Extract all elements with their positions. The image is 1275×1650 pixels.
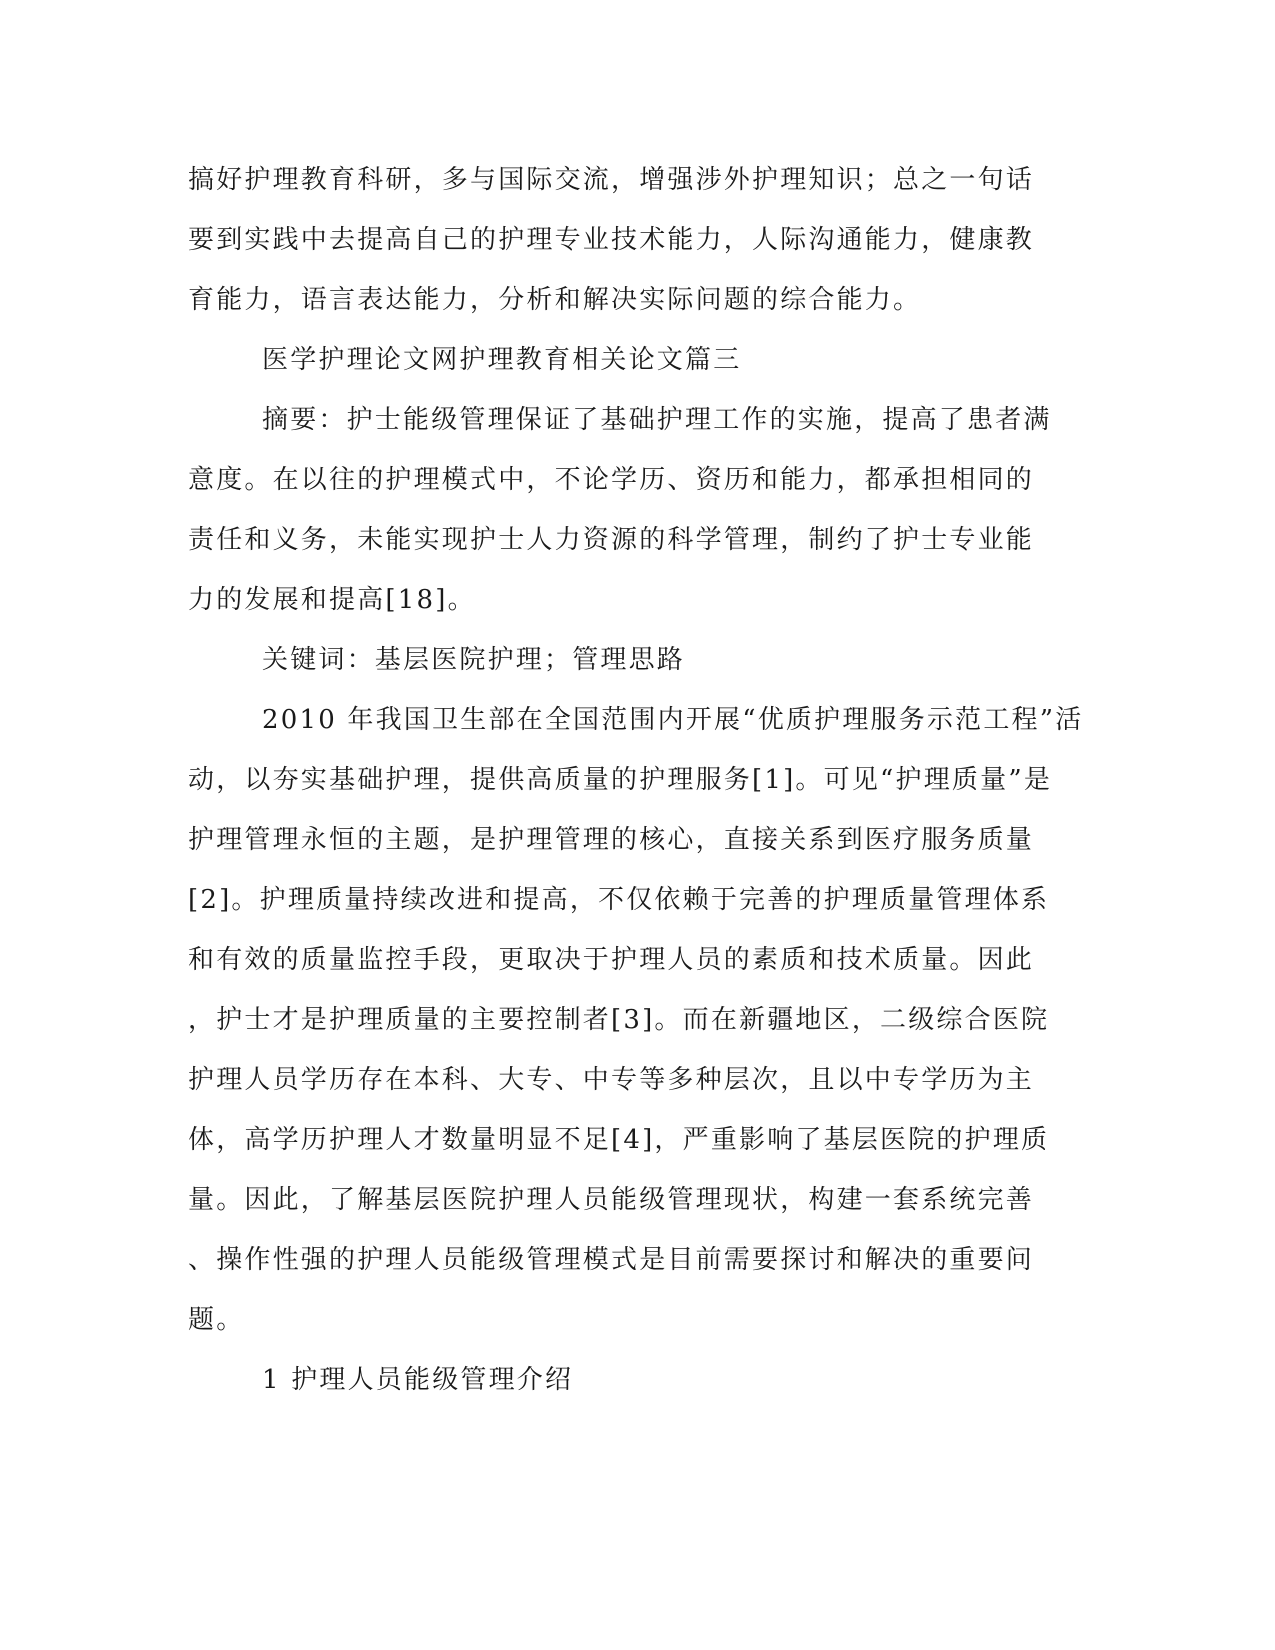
paragraph-line: 护理人员学历存在本科、大专、中专等多种层次，且以中专学历为主 (188, 1065, 1035, 1095)
paragraph-line: [2]。护理质量持续改进和提高，不仅依赖于完善的护理质量管理体系 (188, 885, 1050, 915)
paragraph-line: 2010 年我国卫生部在全国范围内开展“优质护理服务示范工程”活 (262, 705, 1084, 735)
paragraph-line: 育能力，语言表达能力，分析和解决实际问题的综合能力。 (188, 285, 922, 315)
abstract-line: 力的发展和提高[18]。 (188, 585, 476, 615)
abstract-line: 意度。在以往的护理模式中，不论学历、资历和能力，都承担相同的 (188, 465, 1035, 495)
paragraph-line: 搞好护理教育科研，多与国际交流，增强涉外护理知识；总之一句话 (188, 165, 1035, 195)
paragraph-line: 动，以夯实基础护理，提供高质量的护理服务[1]。可见“护理质量”是 (188, 765, 1053, 795)
paragraph-line: 、操作性强的护理人员能级管理模式是目前需要探讨和解决的重要问 (188, 1245, 1035, 1275)
abstract-line: 责任和义务，未能实现护士人力资源的科学管理，制约了护士专业能 (188, 525, 1035, 555)
paragraph-line: 要到实践中去提高自己的护理专业技术能力，人际沟通能力，健康教 (188, 225, 1035, 255)
paragraph-line: 和有效的质量监控手段，更取决于护理人员的素质和技术质量。因此 (188, 945, 1035, 975)
paragraph-line: ，护士才是护理质量的主要控制者[3]。而在新疆地区，二级综合医院 (188, 1005, 1050, 1035)
paragraph-line: 量。因此，了解基层医院护理人员能级管理现状，构建一套系统完善 (188, 1185, 1035, 1215)
section-heading: 1 护理人员能级管理介绍 (262, 1365, 574, 1395)
section-title: 医学护理论文网护理教育相关论文篇三 (262, 345, 742, 375)
paragraph-line: 护理管理永恒的主题，是护理管理的核心，直接关系到医疗服务质量 (188, 825, 1035, 855)
paragraph-line: 体，高学历护理人才数量明显不足[4]，严重影响了基层医院的护理质 (188, 1125, 1050, 1155)
paragraph-line: 题。 (188, 1305, 245, 1335)
keywords-line: 关键词：基层医院护理；管理思路 (262, 645, 686, 675)
abstract-line: 摘要：护士能级管理保证了基础护理工作的实施，提高了患者满 (262, 405, 1052, 435)
